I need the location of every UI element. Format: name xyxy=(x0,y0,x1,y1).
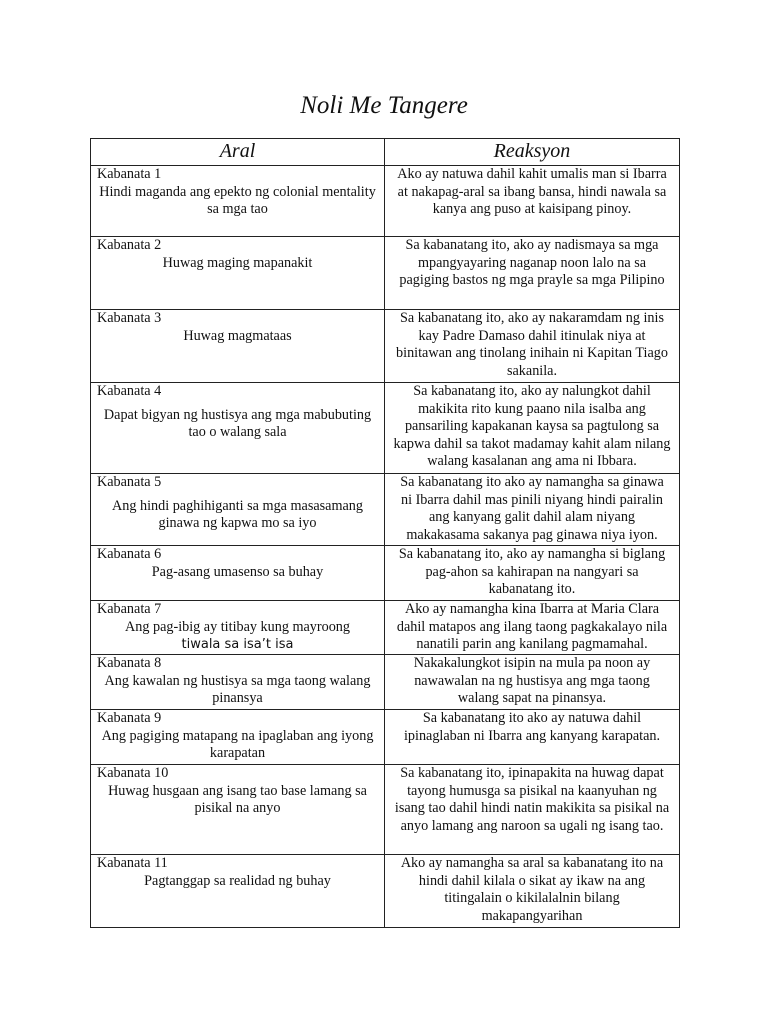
kabanata-label: Kabanata 8 xyxy=(97,655,162,671)
kabanata-label: Kabanata 6 xyxy=(97,546,162,562)
kabanata-label: Kabanata 7 xyxy=(97,601,162,617)
reaksyon-text: Ako ay natuwa dahil kahit umalis man si Ibarra at nakapag-aral sa ibang bansa, hindi nawala sa kanya ang puso at kaisipang pinoy. xyxy=(397,166,667,218)
aral-text: Pagtanggap sa realidad ng buhay xyxy=(144,872,331,889)
kabanata-label: Kabanata 11 xyxy=(97,855,168,871)
aral-cell xyxy=(91,166,385,237)
reaksyon-cell xyxy=(385,237,680,310)
aral-cell xyxy=(91,546,385,601)
reaksyon-text: Ako ay namangha sa aral sa kabanatang ito na hindi dahil kilala o sikat ay ikaw na ang titingalain o kikilalalnin bilang makapangyarihan xyxy=(400,855,664,924)
kabanata-label: Kabanata 4 xyxy=(97,383,162,399)
aral-text: Huwag husgaan ang isang tao base lamang sa pisikal na anyo xyxy=(108,782,367,817)
table-row xyxy=(91,765,680,855)
aral-text: Ang hindi paghihiganti sa mga masasamang ginawa ng kapwa mo sa iyo xyxy=(112,497,363,532)
aral-text-line2: tiwala sa isa’t isa xyxy=(181,637,294,653)
aral-cell xyxy=(91,237,385,310)
kabanata-label: Kabanata 5 xyxy=(97,474,162,490)
kabanata-label: Kabanata 2 xyxy=(97,237,162,253)
aral-text: Dapat bigyan ng hustisya ang mga mabubuting tao o walang sala xyxy=(103,406,372,441)
table-row xyxy=(91,383,680,474)
reaksyon-cell xyxy=(385,710,680,765)
aral-reaksyon-table xyxy=(90,138,680,928)
table-row xyxy=(91,710,680,765)
reaksyon-text: Sa kabanatang ito, ako ay nakaramdam ng inis kay Padre Damaso dahil itinulak niya at binitawan ang tinolang inihain ni Kapitan Tiago sakanila. xyxy=(396,310,668,379)
reaksyon-text: Sa kabanatang ito, ipinapakita na huwag dapat tayong humusga sa pisikal na kaanyuhan ng isang tao dahil hindi natin makikita sa pisikal na anyo lamang ang naroon sa ugali ng isang tao. xyxy=(394,765,670,834)
kabanata-label: Kabanata 3 xyxy=(97,310,162,326)
table-row xyxy=(91,546,680,601)
aral-cell xyxy=(91,474,385,546)
reaksyon-cell xyxy=(385,601,680,655)
table-row xyxy=(91,474,680,546)
aral-text: Hindi maganda ang epekto ng colonial mentality sa mga tao xyxy=(99,183,376,218)
reaksyon-cell xyxy=(385,166,680,237)
kabanata-label: Kabanata 10 xyxy=(97,765,169,781)
reaksyon-text: Sa kabanatang ito, ako ay nalungkot dahil makikita rito kung paano nila isalba ang pansariling kapakanan kaysa sa pagtulong sa kapwa dahil sa takot madamay kahit alam nilang walang kasalanan ang ama ni Ibbara. xyxy=(393,383,671,470)
reaksyon-cell xyxy=(385,310,680,383)
reaksyon-text: Sa kabanatang ito ako ay namangha sa ginawa ni Ibarra dahil mas pinili niyang hindi pairalin ang kanyang galit dahil alam niyang makakasama sakanya pag ginawa niya iyon. xyxy=(400,474,664,543)
table-row xyxy=(91,166,680,237)
table-row xyxy=(91,655,680,710)
aral-cell xyxy=(91,710,385,765)
aral-cell xyxy=(91,655,385,710)
aral-text: Ang pagiging matapang na ipaglaban ang iyong karapatan xyxy=(101,727,374,762)
aral-cell xyxy=(91,601,385,655)
table-row xyxy=(91,601,680,655)
reaksyon-cell xyxy=(385,546,680,601)
reaksyon-text: Nakakalungkot isipin na mula pa noon ay nawawalan na ng hustisya ang mga taong walang sapat na pinansya. xyxy=(413,655,651,707)
aral-cell xyxy=(91,310,385,383)
reaksyon-text: Sa kabanatang ito, ako ay nadismaya sa mga mpangyayaring naganap noon lalo na sa pagiging bastos ng mga prayle sa mga Pilipino xyxy=(399,237,665,289)
table-row xyxy=(91,855,680,928)
table-header-row xyxy=(91,139,680,166)
aral-text: Ang kawalan ng hustisya sa mga taong walang pinansya xyxy=(104,672,371,707)
reaksyon-cell xyxy=(385,474,680,546)
header-aral: Aral xyxy=(91,139,385,166)
reaksyon-cell xyxy=(385,383,680,474)
reaksyon-cell xyxy=(385,655,680,710)
table-row xyxy=(91,310,680,383)
table-row xyxy=(91,237,680,310)
reaksyon-cell xyxy=(385,765,680,855)
reaksyon-text: Ako ay namangha kina Ibarra at Maria Clara dahil matapos ang ilang taong pagkakalayo nila nanatili parin ang kanilang pagmamahal. xyxy=(396,601,668,653)
aral-text: Huwag magmataas xyxy=(183,327,292,344)
aral-text-line1: Ang pag-ibig ay titibay kung mayroong xyxy=(125,618,350,635)
reaksyon-text: Sa kabanatang ito, ako ay namangha si biglang pag-ahon sa kahirapan na nangyari sa kabanatang ito. xyxy=(398,546,666,598)
kabanata-label: Kabanata 9 xyxy=(97,710,162,726)
aral-text: Huwag maging mapanakit xyxy=(162,254,313,271)
aral-text: Pag-asang umasenso sa buhay xyxy=(151,563,324,580)
aral-cell xyxy=(91,383,385,474)
reaksyon-text: Sa kabanatang ito ako ay natuwa dahil ipinaglaban ni Ibarra ang kanyang karapatan. xyxy=(403,710,661,744)
kabanata-label: Kabanata 1 xyxy=(97,166,162,182)
document-title: Noli Me Tangere xyxy=(300,92,468,119)
reaksyon-cell xyxy=(385,855,680,928)
aral-cell xyxy=(91,765,385,855)
header-reaksyon: Reaksyon xyxy=(385,139,680,166)
aral-cell xyxy=(91,855,385,928)
